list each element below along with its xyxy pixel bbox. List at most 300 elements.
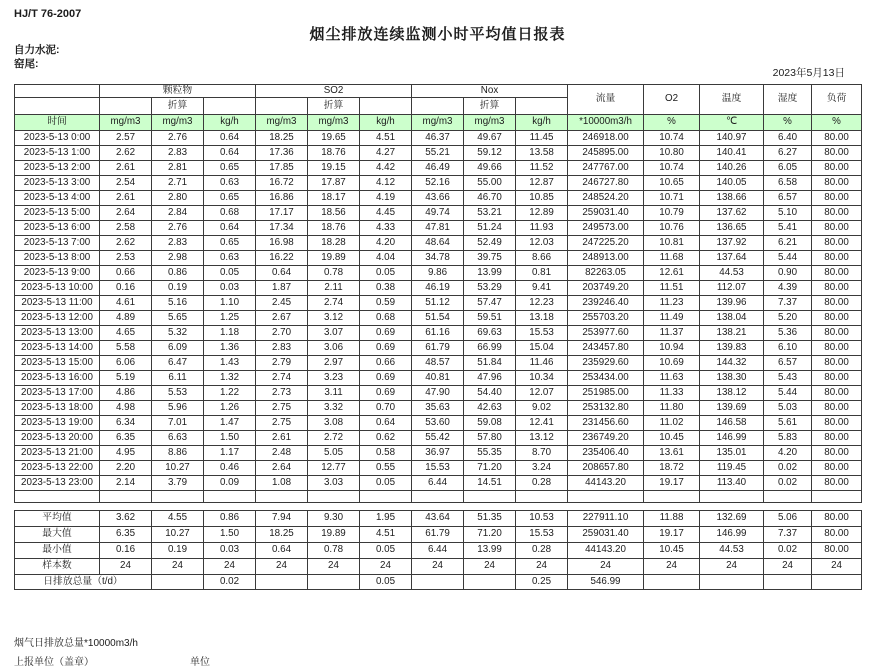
value-cell: 36.97 [412, 446, 464, 461]
daily-total-value-cell [412, 575, 464, 590]
value-cell: 13.58 [516, 146, 568, 161]
value-cell: 2.62 [100, 236, 152, 251]
value-cell: 1.26 [204, 401, 256, 416]
time-cell: 2023-5-13 20:00 [15, 431, 100, 446]
value-cell: 2.81 [152, 161, 204, 176]
value-cell: 80.00 [812, 431, 862, 446]
blank-cell [256, 98, 308, 115]
value-cell: 8.66 [516, 251, 568, 266]
value-cell: 17.34 [256, 221, 308, 236]
value-cell: 137.92 [700, 236, 764, 251]
empty-cell [464, 491, 516, 503]
summary-value-cell: 10.45 [644, 543, 700, 559]
value-cell: 4.04 [360, 251, 412, 266]
table-row [15, 206, 862, 221]
value-cell: 11.80 [644, 401, 700, 416]
column-header-humidity: 湿度 [764, 85, 812, 115]
unit-header-cell: mg/m3 [100, 115, 152, 131]
group-header-nox: Nox [412, 85, 568, 98]
value-cell: 19.89 [308, 251, 360, 266]
value-cell: 3.23 [308, 371, 360, 386]
value-cell: 146.99 [700, 431, 764, 446]
empty-cell [152, 491, 204, 503]
empty-cell [644, 491, 700, 503]
value-cell: 135.01 [700, 446, 764, 461]
unit-label: 单位 [190, 657, 210, 668]
value-cell: 61.79 [412, 341, 464, 356]
value-cell: 4.61 [100, 296, 152, 311]
value-cell: 11.45 [516, 131, 568, 146]
value-cell: 6.27 [764, 146, 812, 161]
time-cell: 2023-5-13 12:00 [15, 311, 100, 326]
table-row [15, 236, 862, 251]
empty-cell [568, 491, 644, 503]
value-cell: 11.51 [644, 281, 700, 296]
footnote-flow-total: 烟气日排放总量*10000m3/h [14, 638, 138, 649]
value-cell: 5.43 [764, 371, 812, 386]
empty-cell [812, 491, 862, 503]
value-cell: 69.63 [464, 326, 516, 341]
value-cell: 8.70 [516, 446, 568, 461]
value-cell: 0.68 [360, 311, 412, 326]
value-cell: 0.69 [360, 386, 412, 401]
value-cell: 10.65 [644, 176, 700, 191]
value-cell: 247225.20 [568, 236, 644, 251]
blank-cell [100, 98, 152, 115]
value-cell: 4.33 [360, 221, 412, 236]
value-cell: 18.28 [308, 236, 360, 251]
time-cell: 2023-5-13 0:00 [15, 131, 100, 146]
value-cell: 80.00 [812, 446, 862, 461]
value-cell: 0.05 [360, 266, 412, 281]
table-row [15, 446, 862, 461]
time-cell: 2023-5-13 13:00 [15, 326, 100, 341]
value-cell: 0.05 [360, 476, 412, 491]
value-cell: 15.53 [412, 461, 464, 476]
summary-value-cell: 0.05 [360, 543, 412, 559]
value-cell: 80.00 [812, 206, 862, 221]
value-cell: 48.57 [412, 356, 464, 371]
value-cell: 80.00 [812, 401, 862, 416]
value-cell: 140.05 [700, 176, 764, 191]
group-header-so2: SO2 [256, 85, 412, 98]
value-cell: 259031.40 [568, 206, 644, 221]
value-cell: 0.02 [764, 476, 812, 491]
time-cell: 2023-5-13 10:00 [15, 281, 100, 296]
value-cell: 46.70 [464, 191, 516, 206]
value-cell: 4.89 [100, 311, 152, 326]
value-cell: 6.63 [152, 431, 204, 446]
value-cell: 80.00 [812, 461, 862, 476]
value-cell: 40.81 [412, 371, 464, 386]
value-cell: 139.83 [700, 341, 764, 356]
value-cell: 2.14 [100, 476, 152, 491]
time-cell: 2023-5-13 22:00 [15, 461, 100, 476]
value-cell: 55.35 [464, 446, 516, 461]
summary-value-cell: 0.78 [308, 543, 360, 559]
value-cell: 144.32 [700, 356, 764, 371]
value-cell: 11.46 [516, 356, 568, 371]
value-cell: 3.79 [152, 476, 204, 491]
value-cell: 15.04 [516, 341, 568, 356]
time-cell: 2023-5-13 1:00 [15, 146, 100, 161]
summary-value-cell: 7.94 [256, 511, 308, 527]
summary-row [15, 511, 862, 527]
value-cell: 2.74 [308, 296, 360, 311]
time-cell: 2023-5-13 15:00 [15, 356, 100, 371]
value-cell: 253434.00 [568, 371, 644, 386]
summary-value-cell: 0.28 [516, 543, 568, 559]
summary-value-cell: 24 [308, 559, 360, 575]
summary-value-cell: 43.64 [412, 511, 464, 527]
daily-total-value-cell [152, 575, 204, 590]
value-cell: 10.71 [644, 191, 700, 206]
value-cell: 18.17 [308, 191, 360, 206]
summary-value-cell: 24 [764, 559, 812, 575]
value-cell: 6.06 [100, 356, 152, 371]
value-cell: 137.64 [700, 251, 764, 266]
value-cell: 54.40 [464, 386, 516, 401]
table-row [15, 461, 862, 476]
summary-value-cell: 0.19 [152, 543, 204, 559]
value-cell: 51.12 [412, 296, 464, 311]
value-cell: 0.16 [100, 281, 152, 296]
summary-value-cell: 71.20 [464, 527, 516, 543]
value-cell: 80.00 [812, 191, 862, 206]
summary-value-cell: 24 [812, 559, 862, 575]
value-cell: 2.64 [100, 206, 152, 221]
value-cell: 245895.00 [568, 146, 644, 161]
value-cell: 4.20 [360, 236, 412, 251]
value-cell: 12.41 [516, 416, 568, 431]
summary-value-cell: 24 [152, 559, 204, 575]
value-cell: 13.12 [516, 431, 568, 446]
value-cell: 11.49 [644, 311, 700, 326]
summary-value-cell: 6.35 [100, 527, 152, 543]
summary-value-cell: 9.30 [308, 511, 360, 527]
unit-header-cell: mg/m3 [308, 115, 360, 131]
value-cell: 140.97 [700, 131, 764, 146]
value-cell: 46.49 [412, 161, 464, 176]
summary-value-cell: 24 [516, 559, 568, 575]
time-column-header: 时间 [15, 115, 100, 131]
table-row [15, 251, 862, 266]
value-cell: 1.10 [204, 296, 256, 311]
summary-value-cell: 1.50 [204, 527, 256, 543]
value-cell: 0.63 [204, 176, 256, 191]
value-cell: 6.44 [412, 476, 464, 491]
value-cell: 10.74 [644, 161, 700, 176]
value-cell: 55.42 [412, 431, 464, 446]
table-row [15, 176, 862, 191]
value-cell: 1.36 [204, 341, 256, 356]
value-cell: 80.00 [812, 356, 862, 371]
value-cell: 0.59 [360, 296, 412, 311]
value-cell: 119.45 [700, 461, 764, 476]
summary-value-cell: 51.35 [464, 511, 516, 527]
value-cell: 3.03 [308, 476, 360, 491]
summary-value-cell: 80.00 [812, 543, 862, 559]
value-cell: 0.03 [204, 281, 256, 296]
value-cell: 11.63 [644, 371, 700, 386]
value-cell: 12.87 [516, 176, 568, 191]
value-cell: 3.06 [308, 341, 360, 356]
value-cell: 146.58 [700, 416, 764, 431]
daily-total-value-cell [812, 575, 862, 590]
value-cell: 6.10 [764, 341, 812, 356]
value-cell: 80.00 [812, 161, 862, 176]
value-cell: 80.00 [812, 326, 862, 341]
value-cell: 2.74 [256, 371, 308, 386]
value-cell: 4.98 [100, 401, 152, 416]
summary-value-cell: 1.95 [360, 511, 412, 527]
value-cell: 11.68 [644, 251, 700, 266]
table-row [15, 356, 862, 371]
value-cell: 2.64 [256, 461, 308, 476]
time-cell: 2023-5-13 19:00 [15, 416, 100, 431]
value-cell: 253132.80 [568, 401, 644, 416]
value-cell: 1.47 [204, 416, 256, 431]
daily-total-value-cell: 0.25 [516, 575, 568, 590]
value-cell: 7.37 [764, 296, 812, 311]
value-cell: 11.52 [516, 161, 568, 176]
value-cell: 42.63 [464, 401, 516, 416]
value-cell: 0.64 [204, 131, 256, 146]
value-cell: 80.00 [812, 281, 862, 296]
value-cell: 11.37 [644, 326, 700, 341]
column-header-load: 负荷 [812, 85, 862, 115]
value-cell: 44143.20 [568, 476, 644, 491]
value-cell: 2.54 [100, 176, 152, 191]
converted-header-so2: 折算 [308, 98, 360, 115]
summary-value-cell: 19.89 [308, 527, 360, 543]
value-cell: 34.78 [412, 251, 464, 266]
table-row [15, 281, 862, 296]
time-cell: 2023-5-13 5:00 [15, 206, 100, 221]
time-cell: 2023-5-13 23:00 [15, 476, 100, 491]
value-cell: 59.12 [464, 146, 516, 161]
value-cell: 5.16 [152, 296, 204, 311]
empty-cell [412, 491, 464, 503]
time-cell: 2023-5-13 2:00 [15, 161, 100, 176]
value-cell: 3.11 [308, 386, 360, 401]
summary-value-cell: 24 [568, 559, 644, 575]
value-cell: 13.99 [464, 266, 516, 281]
value-cell: 1.50 [204, 431, 256, 446]
value-cell: 19.15 [308, 161, 360, 176]
value-cell: 0.64 [204, 221, 256, 236]
summary-value-cell: 24 [644, 559, 700, 575]
summary-value-cell: 44143.20 [568, 543, 644, 559]
summary-value-cell: 10.53 [516, 511, 568, 527]
value-cell: 10.34 [516, 371, 568, 386]
summary-value-cell: 24 [204, 559, 256, 575]
value-cell: 5.10 [764, 206, 812, 221]
value-cell: 3.24 [516, 461, 568, 476]
table-row [15, 311, 862, 326]
value-cell: 80.00 [812, 296, 862, 311]
summary-value-cell: 4.55 [152, 511, 204, 527]
table-row [15, 476, 862, 491]
unit-header-cell: mg/m3 [412, 115, 464, 131]
summary-value-cell: 15.53 [516, 527, 568, 543]
unit-header-cell: kg/h [360, 115, 412, 131]
value-cell: 1.25 [204, 311, 256, 326]
empty-cell [308, 491, 360, 503]
time-cell: 2023-5-13 18:00 [15, 401, 100, 416]
value-cell: 0.38 [360, 281, 412, 296]
value-cell: 57.80 [464, 431, 516, 446]
value-cell: 136.65 [700, 221, 764, 236]
value-cell: 138.12 [700, 386, 764, 401]
value-cell: 235929.60 [568, 356, 644, 371]
value-cell: 2.61 [100, 191, 152, 206]
value-cell: 5.96 [152, 401, 204, 416]
summary-value-cell: 259031.40 [568, 527, 644, 543]
value-cell: 112.07 [700, 281, 764, 296]
empty-cell [360, 491, 412, 503]
value-cell: 0.09 [204, 476, 256, 491]
value-cell: 248524.20 [568, 191, 644, 206]
value-cell: 4.12 [360, 176, 412, 191]
table-row [15, 431, 862, 446]
value-cell: 18.25 [256, 131, 308, 146]
value-cell: 52.49 [464, 236, 516, 251]
value-cell: 0.19 [152, 281, 204, 296]
value-cell: 138.04 [700, 311, 764, 326]
value-cell: 82263.05 [568, 266, 644, 281]
summary-value-cell: 24 [700, 559, 764, 575]
value-cell: 5.61 [764, 416, 812, 431]
value-cell: 6.21 [764, 236, 812, 251]
value-cell: 0.69 [360, 326, 412, 341]
value-cell: 80.00 [812, 131, 862, 146]
table-row [15, 296, 862, 311]
value-cell: 3.32 [308, 401, 360, 416]
value-cell: 2.98 [152, 251, 204, 266]
time-cell: 2023-5-13 11:00 [15, 296, 100, 311]
value-cell: 5.83 [764, 431, 812, 446]
value-cell: 2.70 [256, 326, 308, 341]
value-cell: 246727.80 [568, 176, 644, 191]
value-cell: 0.90 [764, 266, 812, 281]
value-cell: 6.47 [152, 356, 204, 371]
unit-header-cell: kg/h [204, 115, 256, 131]
summary-label: 样本数 [15, 559, 100, 575]
value-cell: 248913.00 [568, 251, 644, 266]
summary-value-cell: 227911.10 [568, 511, 644, 527]
value-cell: 80.00 [812, 476, 862, 491]
value-cell: 2.20 [100, 461, 152, 476]
empty-row [15, 491, 862, 503]
summary-label: 最大值 [15, 527, 100, 543]
table-row [15, 416, 862, 431]
value-cell: 10.94 [644, 341, 700, 356]
summary-value-cell: 5.06 [764, 511, 812, 527]
value-cell: 5.58 [100, 341, 152, 356]
summary-value-cell: 24 [360, 559, 412, 575]
value-cell: 46.19 [412, 281, 464, 296]
group-header-pm: 颗粒物 [100, 85, 256, 98]
empty-cell [764, 491, 812, 503]
value-cell: 10.81 [644, 236, 700, 251]
value-cell: 4.19 [360, 191, 412, 206]
table-row [15, 146, 862, 161]
unit-header-cell: *10000m3/h [568, 115, 644, 131]
table-row [15, 221, 862, 236]
blank-cell [204, 98, 256, 115]
daily-total-value-cell [308, 575, 360, 590]
value-cell: 10.80 [644, 146, 700, 161]
value-cell: 6.58 [764, 176, 812, 191]
value-cell: 2.61 [100, 161, 152, 176]
value-cell: 10.85 [516, 191, 568, 206]
summary-value-cell: 80.00 [812, 511, 862, 527]
value-cell: 208657.80 [568, 461, 644, 476]
value-cell: 11.02 [644, 416, 700, 431]
value-cell: 80.00 [812, 236, 862, 251]
value-cell: 80.00 [812, 266, 862, 281]
value-cell: 53.60 [412, 416, 464, 431]
value-cell: 16.22 [256, 251, 308, 266]
summary-value-cell: 146.99 [700, 527, 764, 543]
value-cell: 6.35 [100, 431, 152, 446]
unit-header-cell: % [764, 115, 812, 131]
value-cell: 16.86 [256, 191, 308, 206]
value-cell: 6.57 [764, 356, 812, 371]
table-row [15, 131, 862, 146]
empty-cell [256, 491, 308, 503]
summary-value-cell: 132.69 [700, 511, 764, 527]
value-cell: 4.42 [360, 161, 412, 176]
value-cell: 0.46 [204, 461, 256, 476]
value-cell: 1.43 [204, 356, 256, 371]
monitoring-table [14, 84, 862, 590]
value-cell: 139.96 [700, 296, 764, 311]
value-cell: 1.08 [256, 476, 308, 491]
value-cell: 2.61 [256, 431, 308, 446]
standard-code: HJ/T 76-2007 [14, 8, 82, 20]
value-cell: 140.26 [700, 161, 764, 176]
column-header-temperature: 温度 [700, 85, 764, 115]
value-cell: 0.63 [204, 251, 256, 266]
table-row [15, 266, 862, 281]
value-cell: 57.47 [464, 296, 516, 311]
summary-value-cell: 18.25 [256, 527, 308, 543]
daily-total-label: 日排放总量（t/d） [15, 575, 152, 590]
summary-value-cell: 0.16 [100, 543, 152, 559]
value-cell: 2.73 [256, 386, 308, 401]
daily-total-value-cell [644, 575, 700, 590]
value-cell: 140.41 [700, 146, 764, 161]
value-cell: 80.00 [812, 146, 862, 161]
time-cell: 2023-5-13 16:00 [15, 371, 100, 386]
value-cell: 51.24 [464, 221, 516, 236]
value-cell: 80.00 [812, 371, 862, 386]
value-cell: 9.41 [516, 281, 568, 296]
value-cell: 1.87 [256, 281, 308, 296]
value-cell: 1.32 [204, 371, 256, 386]
spacer-row [15, 503, 862, 511]
value-cell: 3.07 [308, 326, 360, 341]
value-cell: 7.01 [152, 416, 204, 431]
value-cell: 52.16 [412, 176, 464, 191]
value-cell: 2.76 [152, 221, 204, 236]
value-cell: 43.66 [412, 191, 464, 206]
blank-cell [360, 98, 412, 115]
value-cell: 5.53 [152, 386, 204, 401]
summary-value-cell: 10.27 [152, 527, 204, 543]
